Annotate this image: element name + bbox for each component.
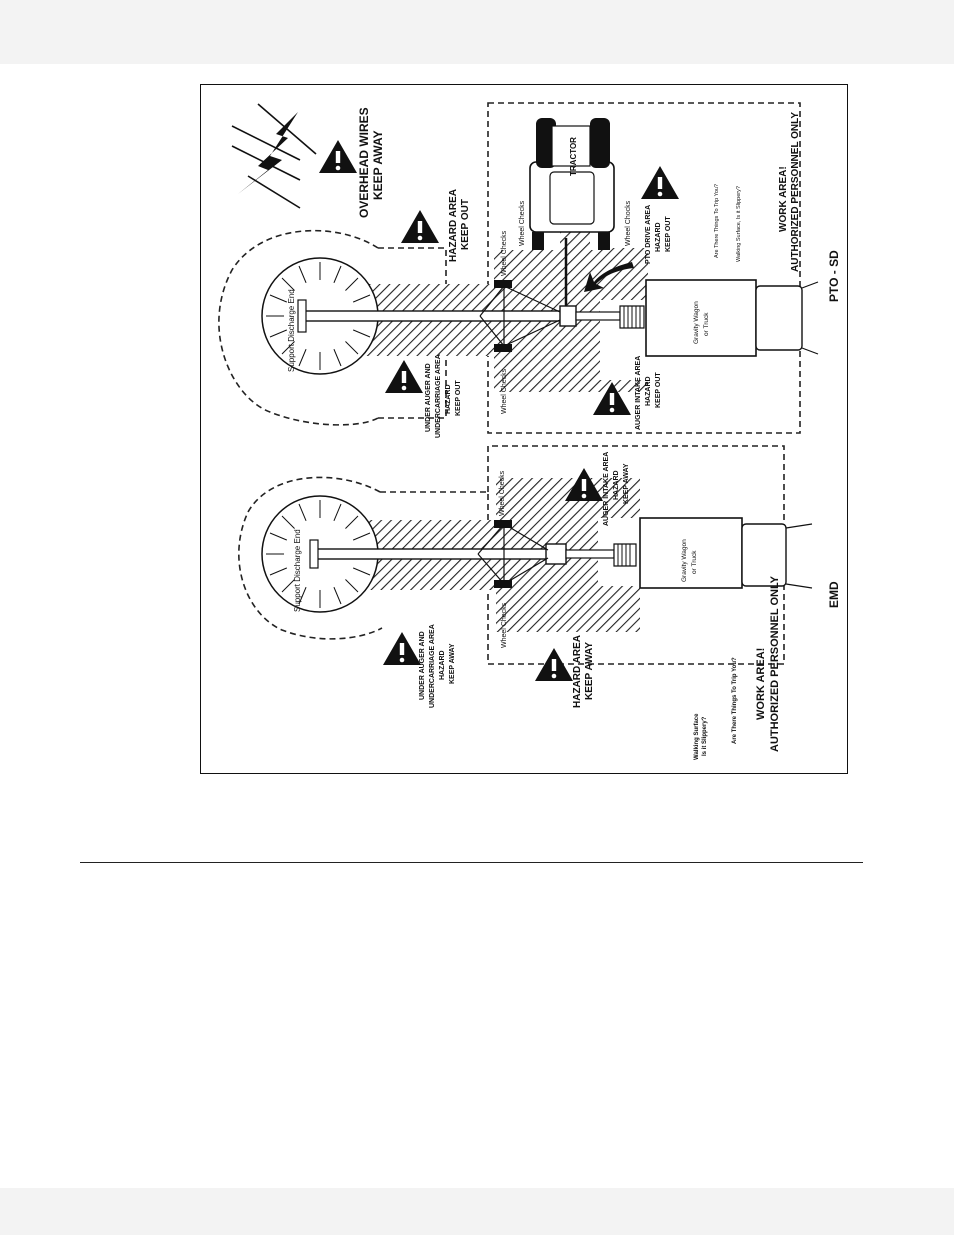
overhead-wires-label-2: KEEP AWAY (371, 130, 385, 200)
auger-intake-label: AUGER INTAKE AREA (635, 355, 642, 430)
warning-icon (319, 140, 357, 173)
slippery-question-2: Is it Slippery? (702, 716, 708, 756)
slippery-question: Walking Surface (694, 713, 700, 760)
pto-sd-caption: PTO - SD (827, 250, 841, 302)
hazard-area-label-2: KEEP OUT (460, 199, 471, 250)
overhead-wires-icon (232, 104, 316, 208)
warning-icon (385, 360, 423, 393)
under-auger-label-2: UNDERCARRIAGE AREA (429, 624, 436, 708)
top-gravity-wagon (646, 280, 818, 356)
wheel-checks-label: Wheel Checks (501, 602, 508, 648)
slippery-question: Walking Surface, Is it Slippery? (736, 186, 742, 262)
hazard-area-label-2: KEEP AWAY (584, 642, 595, 700)
under-auger-label: UNDER AUGER AND (419, 631, 426, 700)
under-auger-label: UNDER AUGER AND (425, 363, 432, 432)
authorized-personnel-label: AUTHORIZED PERSONNEL ONLY (790, 111, 801, 272)
overhead-wires-label: OVERHEAD WIRES (357, 107, 371, 218)
support-discharge-label: Support Discharge End (287, 289, 296, 372)
hazard-area-label: HAZARD AREA (572, 635, 583, 708)
under-auger-label-3: HAZARD (439, 650, 446, 680)
top-hatched-zones (346, 228, 648, 392)
wheel-checks-label: Wheel Checks (499, 470, 506, 516)
gravity-wagon-label: Gravity Wagon (681, 539, 688, 582)
under-auger-label-4: KEEP OUT (455, 380, 462, 416)
warning-icon (383, 632, 421, 665)
gravity-wagon-label-2: or Truck (703, 312, 710, 336)
wheel-checks-label: Wheel Checks (501, 368, 508, 414)
gravity-wagon-label: Gravity Wagon (693, 301, 700, 344)
wheel-chocks-label: Wheel Chocks (625, 200, 632, 246)
auger-intake-label-2: HAZARD (645, 376, 652, 406)
under-auger-label-3: HAZARD (445, 384, 452, 414)
emd-caption: EMD (827, 581, 841, 608)
trip-question: Are There Things To Trip You? (732, 657, 738, 744)
wheel-checks-label: Wheel Checks (501, 230, 508, 276)
support-discharge-label: Support Discharge End (293, 529, 302, 612)
warning-icon (641, 166, 679, 199)
bottom-gravity-wagon (640, 518, 812, 588)
wheel-checks-label: Wheel Checks (519, 200, 526, 246)
under-auger-label-4: KEEP AWAY (449, 643, 456, 684)
trip-question: Are There Things To Trip You? (714, 184, 720, 258)
pto-drive-label: PTO DRIVE AREA (645, 204, 652, 264)
auger-intake-label: AUGER INTAKE AREA (603, 451, 610, 526)
pto-drive-label-2: HAZARD (655, 222, 662, 252)
auger-intake-label-3: KEEP OUT (655, 372, 662, 408)
under-auger-label-2: UNDERCARRIAGE AREA (435, 354, 442, 438)
hazard-area-label: HAZARD AREA (448, 189, 459, 262)
warning-icon (401, 210, 439, 243)
authorized-personnel-label: AUTHORIZED PERSONNEL ONLY (769, 575, 781, 752)
gravity-wagon-label-2: or Truck (691, 550, 698, 574)
auger-intake-label-3: KEEP AWAY (623, 463, 630, 504)
work-area-label: WORK AREA! (755, 647, 767, 720)
tractor-label: TRACTOR (569, 137, 578, 176)
work-area-label: WORK AREA! (778, 166, 789, 232)
pto-drive-label-3: KEEP OUT (665, 216, 672, 252)
auger-intake-label-2: HAZARD (613, 470, 620, 500)
